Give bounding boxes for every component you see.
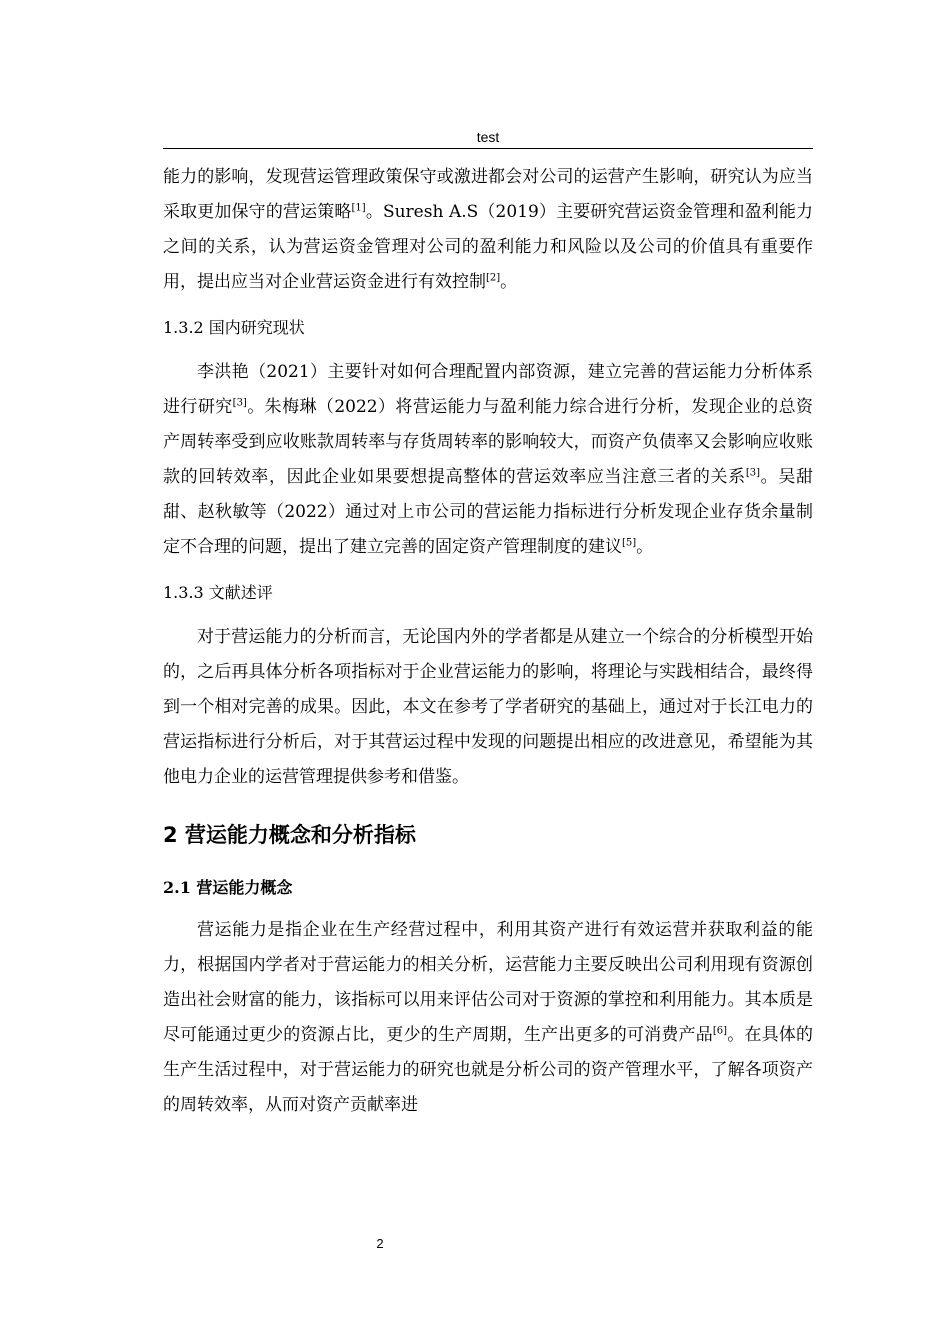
paragraph-text: 。Suresh A.S（2019）主要研究营运资金管理和盈利能力之间的关系，认为营运资金管理对公司的盈利能力和风险以及公司的价值具有重要作用，提出应当对企业营运资金进行有效控制 bbox=[163, 202, 814, 292]
paragraph-text: 。在具体的生产生活过程中，对于营运能力的研究也就是分析公司的资产管理水平，了解各项资产的周转效率，从而对资产贡献率进 bbox=[163, 1025, 814, 1115]
citation-ref[interactable]: [3] bbox=[232, 397, 247, 409]
paragraph-foreign-research-end bbox=[163, 160, 813, 300]
citation-ref[interactable]: [1] bbox=[351, 202, 366, 214]
paragraph-text: 营运能力是指企业在生产经营过程中，利用其资产进行有效运营并获取利益的能力，根据国内学者对于营运能力的相关分析，运营能力主要反映出公司利用现有资源创造出社会财富的能力，该指标可以用来评估公司对于资源的掌控和利用能力。其本质是尽可能通过更少的资源占比，更少的生产周期，生产出更多的可消费产品 bbox=[163, 920, 813, 1045]
paragraph-text: 李洪艳（2021）主要针对如何合理配置内部资源，建立完善的营运能力分析体系进行研究 bbox=[163, 362, 813, 417]
paragraph-literature-review: 对于营运能力的分析而言，无论国内外的学者都是从建立一个综合的分析模型开始的，之后再具体分析各项指标对于企业营运能力的影响，将理论与实践相结合，最终得到一个相对完善的成果。因此，本文在参考了学者研究的基础上，通过对于长江电力的营运指标进行分析后，对于其营运过程中发现的问题提出相应的改进意见，希望能为其他电力企业的运营管理提供参考和借鉴。 bbox=[163, 627, 813, 787]
page-number: 2 bbox=[376, 1236, 384, 1251]
paragraph-text: 。吴甜甜、赵秋敏等（2022）通过对上市公司的营运能力指标进行分析发现企业存货余量制定不合理的问题，提出了建立完善的固定资产管理制度的建议 bbox=[163, 467, 814, 557]
page-body bbox=[163, 160, 813, 1123]
page-header: test bbox=[476, 129, 500, 145]
paragraph-text: 能力的影响，发现营运管理政策保守或激进都会对公司的运营产生影响，研究认为应当采取更加保守的营运策略 bbox=[163, 167, 813, 222]
chapter-heading: 2 营运能力概念和分析指标 bbox=[163, 823, 416, 847]
section-heading: 2.1 营运能力概念 bbox=[163, 878, 293, 897]
citation-ref[interactable]: [2] bbox=[486, 272, 501, 284]
paragraph-text: 。 bbox=[636, 537, 654, 557]
citation-ref[interactable]: [5] bbox=[622, 537, 637, 549]
citation-ref[interactable]: [3] bbox=[745, 467, 761, 479]
citation-ref[interactable]: [6] bbox=[712, 1025, 728, 1037]
paragraph-operating-capacity-concept bbox=[163, 913, 813, 1123]
paragraph-domestic-research bbox=[163, 355, 813, 565]
subheading-literature-review: 1.3.3 文献述评 bbox=[163, 583, 273, 602]
paragraph-text: 。朱梅琳（2022）将营运能力与盈利能力综合进行分析，发现企业的总资产周转率受到应收账款周转率与存货周转率的影响较大，而资产负债率又会影响应收账款的回转效率，因此企业如果要想提高整体的营运效率应当注意三者的关系 bbox=[163, 397, 814, 487]
subheading-domestic-research: 1.3.2 国内研究现状 bbox=[163, 318, 305, 337]
header-rule bbox=[163, 148, 813, 149]
paragraph-text: 。 bbox=[500, 272, 518, 292]
